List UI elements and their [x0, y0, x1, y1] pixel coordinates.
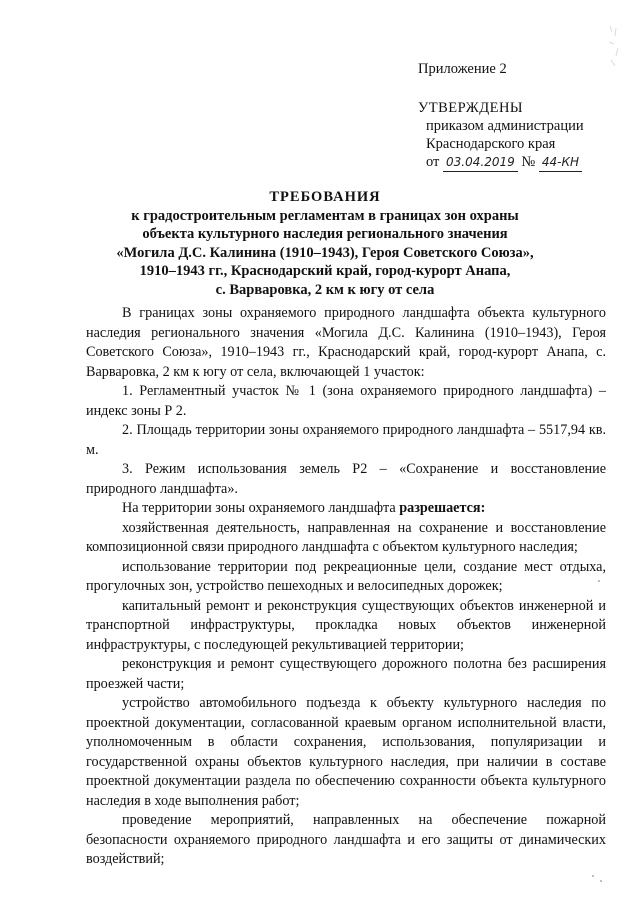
date-prefix: от: [426, 154, 440, 170]
paragraph-intro: В границах зоны охраняемого природного ландшафта объекта культурного наследия регионального значения «Могила Д.С. Калинина (1910–1943), Героя Советского Союза», 1910–1943 гг., Краснодарский край, город-курорт Анапа, с. Варваровка, 2 км к югу от села, включающей 1 участок:: [86, 305, 606, 380]
paragraph-item-3: 3. Режим использования земель Р2 – «Сохранение и восстановление природного ландшафта».: [86, 461, 606, 497]
title-line: 1910–1943 гг., Краснодарский край, город-курорт Анапа,: [139, 263, 511, 279]
handwritten-date: 03.04.2019: [443, 153, 518, 172]
approval-date-line: [418, 153, 628, 172]
allowed-heading-bold: разрешается:: [399, 500, 486, 516]
approved-heading: УТВЕРЖДЕНЫ: [418, 100, 524, 116]
paragraph-allowed-5: устройство автомобильного подъезда к объекту культурного наследия по проектной документации, согласованной краевым органом исполнительной власти, уполномоченным в области сохранения, использования, популяризации и государственной охраны объектов культурного наследия, при наличии в составе проектной документации раздела по обеспечению сохранности объекта культурного наследия в ходе выполнения работ;: [86, 695, 606, 809]
title-line: к градостроительным регламентам в границах зон охраны: [131, 207, 519, 224]
document-body: [86, 304, 606, 870]
paragraph-item-1: 1. Регламентный участок № 1 (зона охраняемого природного ландшафта) – индекс зоны Р 2.: [86, 383, 606, 419]
paragraph-allowed-1: хозяйственная деятельность, направленная на сохранение и восстановление композиционной связи природного ландшафта с объектом культурного наследия;: [86, 519, 606, 555]
approved-by-line-2: Краснодарского края: [426, 136, 556, 152]
document-title: [90, 188, 560, 299]
paragraph-allowed-4: реконструкция и ремонт существующего дорожного полотна без расширения проезжей части;: [86, 656, 606, 692]
paragraph-allowed-2: использование территории под рекреационные цели, создание мест отдыха, прогулочных зон, устройство пешеходных и велосипедных дорожек;: [86, 558, 606, 594]
title-line: «Могила Д.С. Калинина (1910–1943), Героя Советского Союза»,: [116, 244, 534, 261]
paragraph-allowed-heading: [86, 499, 606, 519]
handwritten-number: 44-КН: [539, 153, 582, 172]
paragraph-allowed-3: капитальный ремонт и реконструкция существующих объектов инженерной и транспортной инфраструктуры, прокладка новых объектов инженерной инфраструктуры, с последующей рекультивацией территории;: [86, 597, 606, 653]
allowed-heading-text: На территории зоны охраняемого ландшафта: [122, 500, 400, 516]
title-line: объекта культурного наследия регионального значения: [142, 226, 508, 242]
number-prefix: №: [521, 154, 536, 170]
appendix-label: Приложение 2: [418, 61, 507, 77]
approval-stamp-block: [418, 60, 628, 172]
paragraph-allowed-6: проведение мероприятий, направленных на обеспечение пожарной безопасности охраняемого природного ландшафта и его защиты от динамических воздействий;: [86, 812, 606, 867]
title-line: с. Варваровка, 2 км к югу от села: [215, 281, 435, 298]
approved-by-line-1: приказом администрации: [426, 118, 584, 134]
paragraph-item-2: 2. Площадь территории зоны охраняемого природного ландшафта – 5517,94 кв. м.: [86, 422, 606, 458]
title-main: ТРЕБОВАНИЯ: [269, 189, 381, 205]
scan-speck: [592, 875, 594, 877]
scan-speck: [600, 880, 602, 882]
